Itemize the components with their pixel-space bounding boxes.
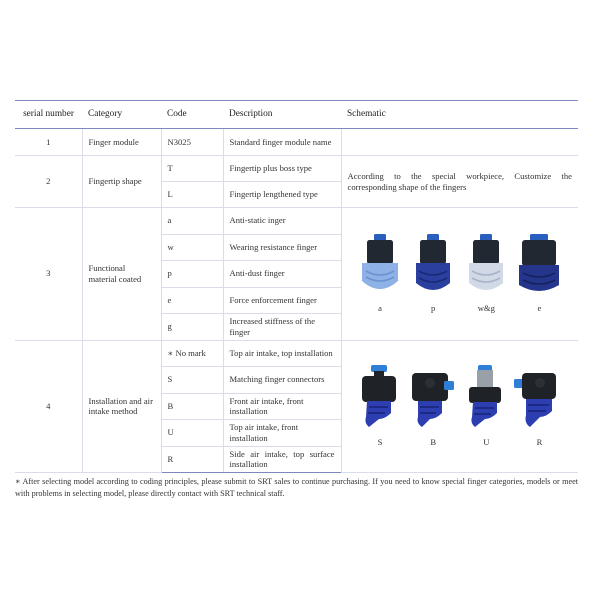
- schematic-cell: [341, 129, 578, 156]
- code-cell: S: [161, 367, 223, 394]
- thumb-caption: e: [537, 303, 542, 314]
- code-cell: L: [161, 182, 223, 208]
- spec-table: [15, 100, 578, 473]
- serial-cell: 1: [15, 129, 82, 156]
- code-cell: p: [161, 261, 223, 288]
- installation-thumb: [513, 365, 566, 448]
- thumb-caption: a: [378, 303, 382, 314]
- category-cell: Finger module: [82, 129, 161, 156]
- code-cell: N3025: [161, 129, 223, 156]
- code-cell: R: [161, 446, 223, 473]
- category-cell: Functional material coated: [82, 208, 161, 341]
- category-cell: Fingertip shape: [82, 156, 161, 208]
- description-cell: Top air intake, front installation: [223, 420, 341, 447]
- installation-thumb: [460, 365, 513, 448]
- table-row: [15, 156, 578, 182]
- header-category: Category: [82, 101, 161, 129]
- serial-cell: 3: [15, 208, 82, 341]
- code-cell: e: [161, 287, 223, 314]
- code-cell: w: [161, 234, 223, 261]
- serial-cell: 4: [15, 340, 82, 473]
- serial-cell: 2: [15, 156, 82, 208]
- code-cell: g: [161, 314, 223, 341]
- schematic-text: According to the special workpiece, Customize the corresponding shape of the fingers: [341, 156, 578, 208]
- code-cell: ∗ No mark: [161, 340, 223, 367]
- installation-thumb: [407, 365, 460, 448]
- dark-blue-finger-icon: [410, 233, 456, 297]
- header-row: [15, 101, 578, 129]
- thumb-caption: R: [536, 436, 543, 447]
- table-row: [15, 340, 578, 367]
- table-row: [15, 208, 578, 235]
- code-cell: B: [161, 393, 223, 420]
- installation-thumb: [354, 365, 407, 448]
- connector-r-icon: [514, 365, 564, 431]
- category-cell: Installation and air intake method: [82, 340, 161, 473]
- description-cell: Fingertip lengthened type: [223, 182, 341, 208]
- footnote: ∗ After selecting model according to coding principles, please submit to SRT sales to continue purchasing. If you need to know special finger categories, models or meet with problems in selecting model, please directly contact with SRT technical staff.: [15, 477, 578, 499]
- description-cell: Side air intake, top surface installation: [223, 446, 341, 473]
- white-finger-icon: [463, 233, 509, 297]
- header-description: Description: [223, 101, 341, 129]
- description-cell: Wearing resistance finger: [223, 234, 341, 261]
- header-code: Code: [161, 101, 223, 129]
- table-row: [15, 129, 578, 156]
- code-cell: U: [161, 420, 223, 447]
- description-cell: Top air intake, top installation: [223, 340, 341, 367]
- code-cell: a: [161, 208, 223, 235]
- description-cell: Matching finger connectors: [223, 367, 341, 394]
- thumb-caption: S: [377, 436, 383, 447]
- description-cell: Increased stiffness of the finger: [223, 314, 341, 341]
- thumb-caption: U: [483, 436, 490, 447]
- connector-s-icon: [355, 365, 405, 431]
- header-schematic: Schematic: [341, 101, 578, 129]
- navy-finger-icon: [516, 233, 562, 297]
- description-cell: Fingertip plus boss type: [223, 156, 341, 182]
- material-thumb: [513, 233, 566, 314]
- description-cell: Anti-static inger: [223, 208, 341, 235]
- connector-u-icon: [461, 365, 511, 431]
- material-schematic: [341, 208, 578, 341]
- description-cell: Force enforcement finger: [223, 287, 341, 314]
- description-cell: Front air intake, front installation: [223, 393, 341, 420]
- material-thumb: [407, 233, 460, 314]
- thumb-caption: w&g: [477, 303, 495, 314]
- description-cell: Standard finger module name: [223, 129, 341, 156]
- light-blue-finger-icon: [357, 233, 403, 297]
- header-serial: serial number: [15, 101, 82, 129]
- installation-schematic: [341, 340, 578, 473]
- material-thumb: [460, 233, 513, 314]
- description-cell: Anti-dust finger: [223, 261, 341, 288]
- connector-b-icon: [408, 365, 458, 431]
- material-thumb: [354, 233, 407, 314]
- code-cell: T: [161, 156, 223, 182]
- thumb-caption: p: [431, 303, 436, 314]
- thumb-caption: B: [430, 436, 437, 447]
